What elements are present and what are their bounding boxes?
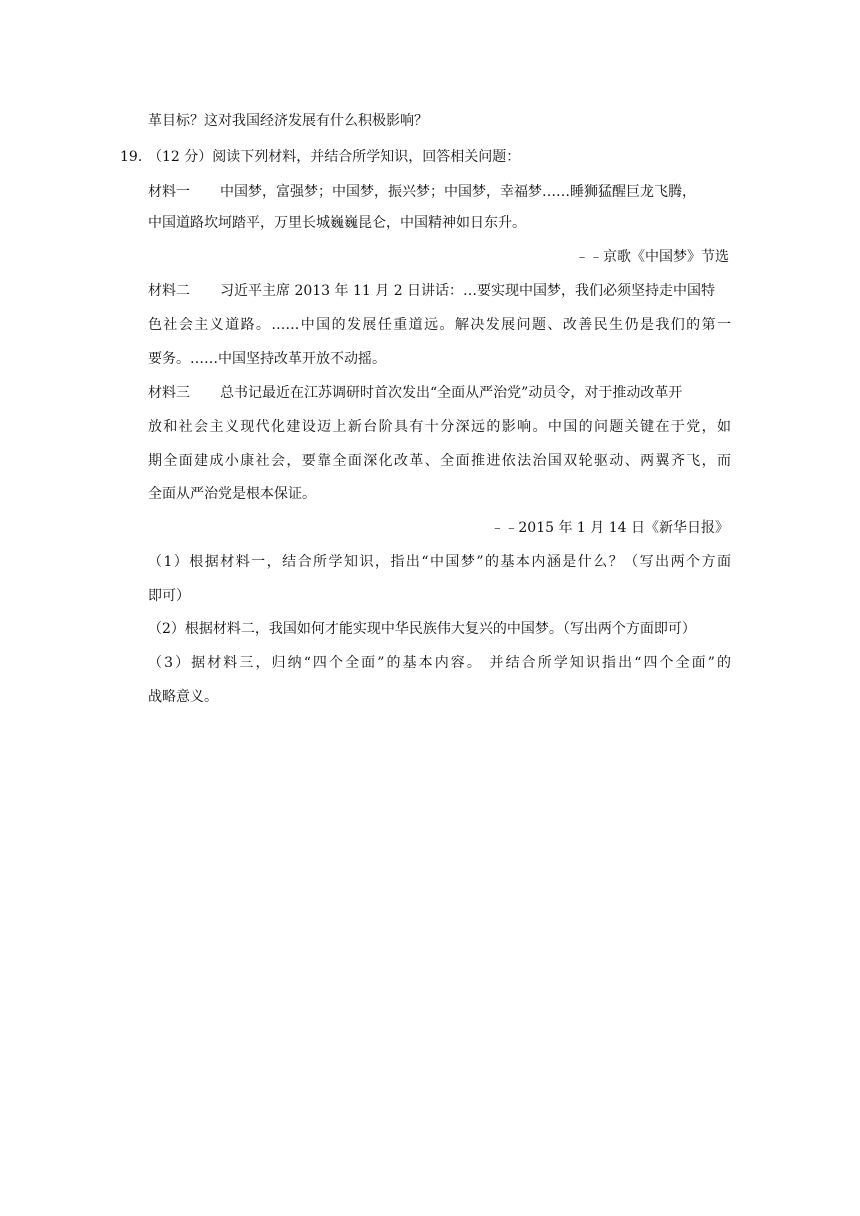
- material-2-label: 材料二: [148, 283, 190, 299]
- sub-question-1-line-1: （1）根据材料一，结合所学知识，指出“中国梦”的基本内涵是什么？（写出两个方面: [148, 554, 731, 570]
- previous-question-tail: 革目标？这对我国经济发展有什么积极影响？: [148, 113, 428, 129]
- material-1-source: ﹣﹣京歌《中国梦》节选: [575, 249, 729, 265]
- material-1-label: 材料一: [148, 184, 190, 200]
- sub-question-3-line-1: （3）据材料三，归纳“四个全面”的基本内容。 并结合所学知识指出“四个全面”的: [148, 655, 731, 671]
- material-3-line-3: 期全面建成小康社会，要靠全面深化改革、全面推进依法治国双轮驱动、两翼齐飞，而: [148, 453, 731, 469]
- material-2-text-1: 习近平主席 2013 年 11 月 2 日讲话：…要实现中国梦，我们必须坚持走中国特: [220, 283, 716, 299]
- material-3-line-2: 放和社会主义现代化建设迈上新台阶具有十分深远的影响。中国的问题关键在于党，如: [148, 419, 731, 435]
- sub-question-1-line-2: 即可）: [148, 588, 190, 604]
- material-1-line-1: [148, 182, 696, 202]
- material-3-line-4: 全面从严治党是根本保证。: [148, 486, 316, 502]
- question-19-number: 19.: [120, 149, 143, 165]
- material-1-text-1: 中国梦，富强梦；中国梦，振兴梦；中国梦，幸福梦……睡狮猛醒巨龙飞腾，: [220, 184, 696, 200]
- question-19-stem: （12 分）阅读下列材料，并结合所学知识，回答相关问题：: [148, 149, 521, 165]
- material-3-source: ﹣﹣2015 年 1 月 14 日《新华日报》: [490, 520, 729, 536]
- material-2-line-3: 要务。……中国坚持改革开放不动摇。: [148, 351, 386, 367]
- sub-question-2: （2）根据材料二，我国如何才能实现中华民族伟大复兴的中国梦。（写出两个方面即可）: [148, 621, 696, 637]
- sub-question-3-line-2: 战略意义。: [148, 689, 218, 705]
- material-3-label: 材料三: [148, 385, 190, 401]
- material-3-text-1: 总书记最近在江苏调研时首次发出“全面从严治党”动员令，对于推动改革开: [220, 385, 683, 401]
- material-1-line-2: 中国道路坎坷踏平，万里长城巍巍昆仑，中国精神如日东升。: [148, 215, 526, 231]
- material-3-line-1: [148, 383, 682, 403]
- material-2-line-2: 色社会主义道路。……中国的发展任重道远。解决发展问题、改善民生仍是我们的第一: [148, 317, 731, 333]
- material-2-line-1: [148, 281, 715, 301]
